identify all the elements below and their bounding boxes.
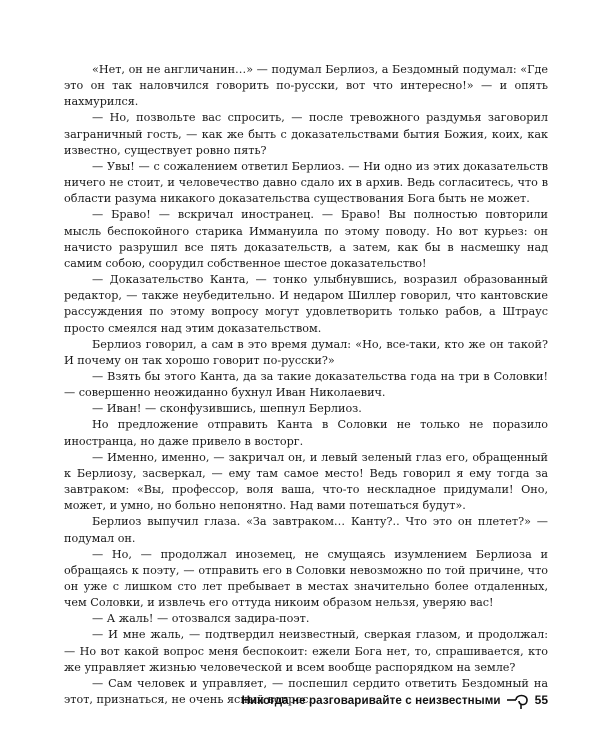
paragraph: — Именно, именно, — закричал он, и левый зеленый глаз его, обращенный к Берлиозу, засверкал, — ему там самое место! Ведь говорил я ему тогда за завтраком: «Вы, профессор, воля ваша, что-то нескладное придумали! Оно, может, и умно, но больно непонятно. Над вами потешаться будут».	[64, 450, 548, 513]
paragraph: — Но, — продолжал иноземец, не смущаясь изумлением Берлиоза и обращаясь к поэту, — отправить его в Соловки невозможно по той причине, что он уже с лишком сто лет пребывает в местах значительно более отдаленных, чем Соловки, и извлечь его оттуда никоим образом нельзя, уверяю вас!	[64, 547, 548, 610]
paragraph: Берлиоз говорил, а сам в это время думал: «Но, все-таки, кто же он такой? И почему он так хорошо говорит по-русски?»	[64, 337, 548, 367]
paragraph: «Нет, он не англичанин…» — подумал Берлиоз, а Бездомный подумал: «Где это он так наловчился говорить по-русски, вот что интересно!» — и опять нахмурился.	[64, 63, 548, 109]
paragraph: — Доказательство Канта, — тонко улыбнувшись, возразил образованный редактор, — также неубедительно. И недаром Шиллер говорил, что кантовские рассуждения по этому вопросу могут удовлетворить только рабов, а Штраус просто смеялся над этим доказательством.	[64, 273, 548, 335]
body-text	[64, 62, 548, 708]
paragraph: — Увы! — с сожалением ответил Берлиоз. — Ни одно из этих доказательств ничего не стоит, и человечество давно сдало их в архив. Ведь согласитесь, что в области разума никакого доказательства существования Бога быть не может.	[64, 159, 548, 206]
paragraph: — Браво! — вскричал иностранец. — Браво! Вы полностью повторили мысль беспокойного старика Иммануила по этому поводу. Но вот курьез: он начисто разрушил все пять доказательств, а затем, как бы в насмешку над самим собою, соорудил собственное шестое доказательство!	[64, 208, 548, 270]
running-head: Никогда не разговаривайте с неизвестными	[241, 693, 501, 707]
paragraph: — Но, позвольте вас спросить, — после тревожного раздумья заговорил заграничный гость, — как же быть с доказательствами бытия Божия, коих, как известно, существует ровно пять?	[64, 111, 548, 157]
page-number: 55	[534, 693, 548, 707]
paragraph: Берлиоз выпучил глаза. «За завтраком… Канту?.. Что это он плетет?» — подумал он.	[64, 515, 548, 545]
paragraph: Но предложение отправить Канта в Соловки не только не поразило иностранца, но даже привело в восторг.	[64, 418, 548, 448]
paragraph: — Взять бы этого Канта, да за такие доказательства года на три в Соловки! — совершенно неожиданно бухнул Иван Николаевич.	[64, 369, 548, 400]
page-footer	[64, 689, 548, 711]
paragraph: — Сам человек и управляет, — поспешил сердито ответить Бездомный на этот, признаться, не очень ясный вопрос.	[64, 676, 548, 707]
paragraph: — И мне жаль, — подтвердил неизвестный, сверкая глазом, и продолжал: — Но вот какой вопрос меня беспокоит: ежели Бога нет, то, спрашивается, кто же управляет жизнью человеческой и всем вообще распорядком на земле?	[64, 628, 548, 674]
ornament-icon	[507, 691, 529, 709]
paragraph: — А жаль! — отозвался задира-поэт.	[92, 612, 310, 626]
paragraph: — Иван! — сконфузившись, шепнул Берлиоз.	[92, 402, 362, 416]
